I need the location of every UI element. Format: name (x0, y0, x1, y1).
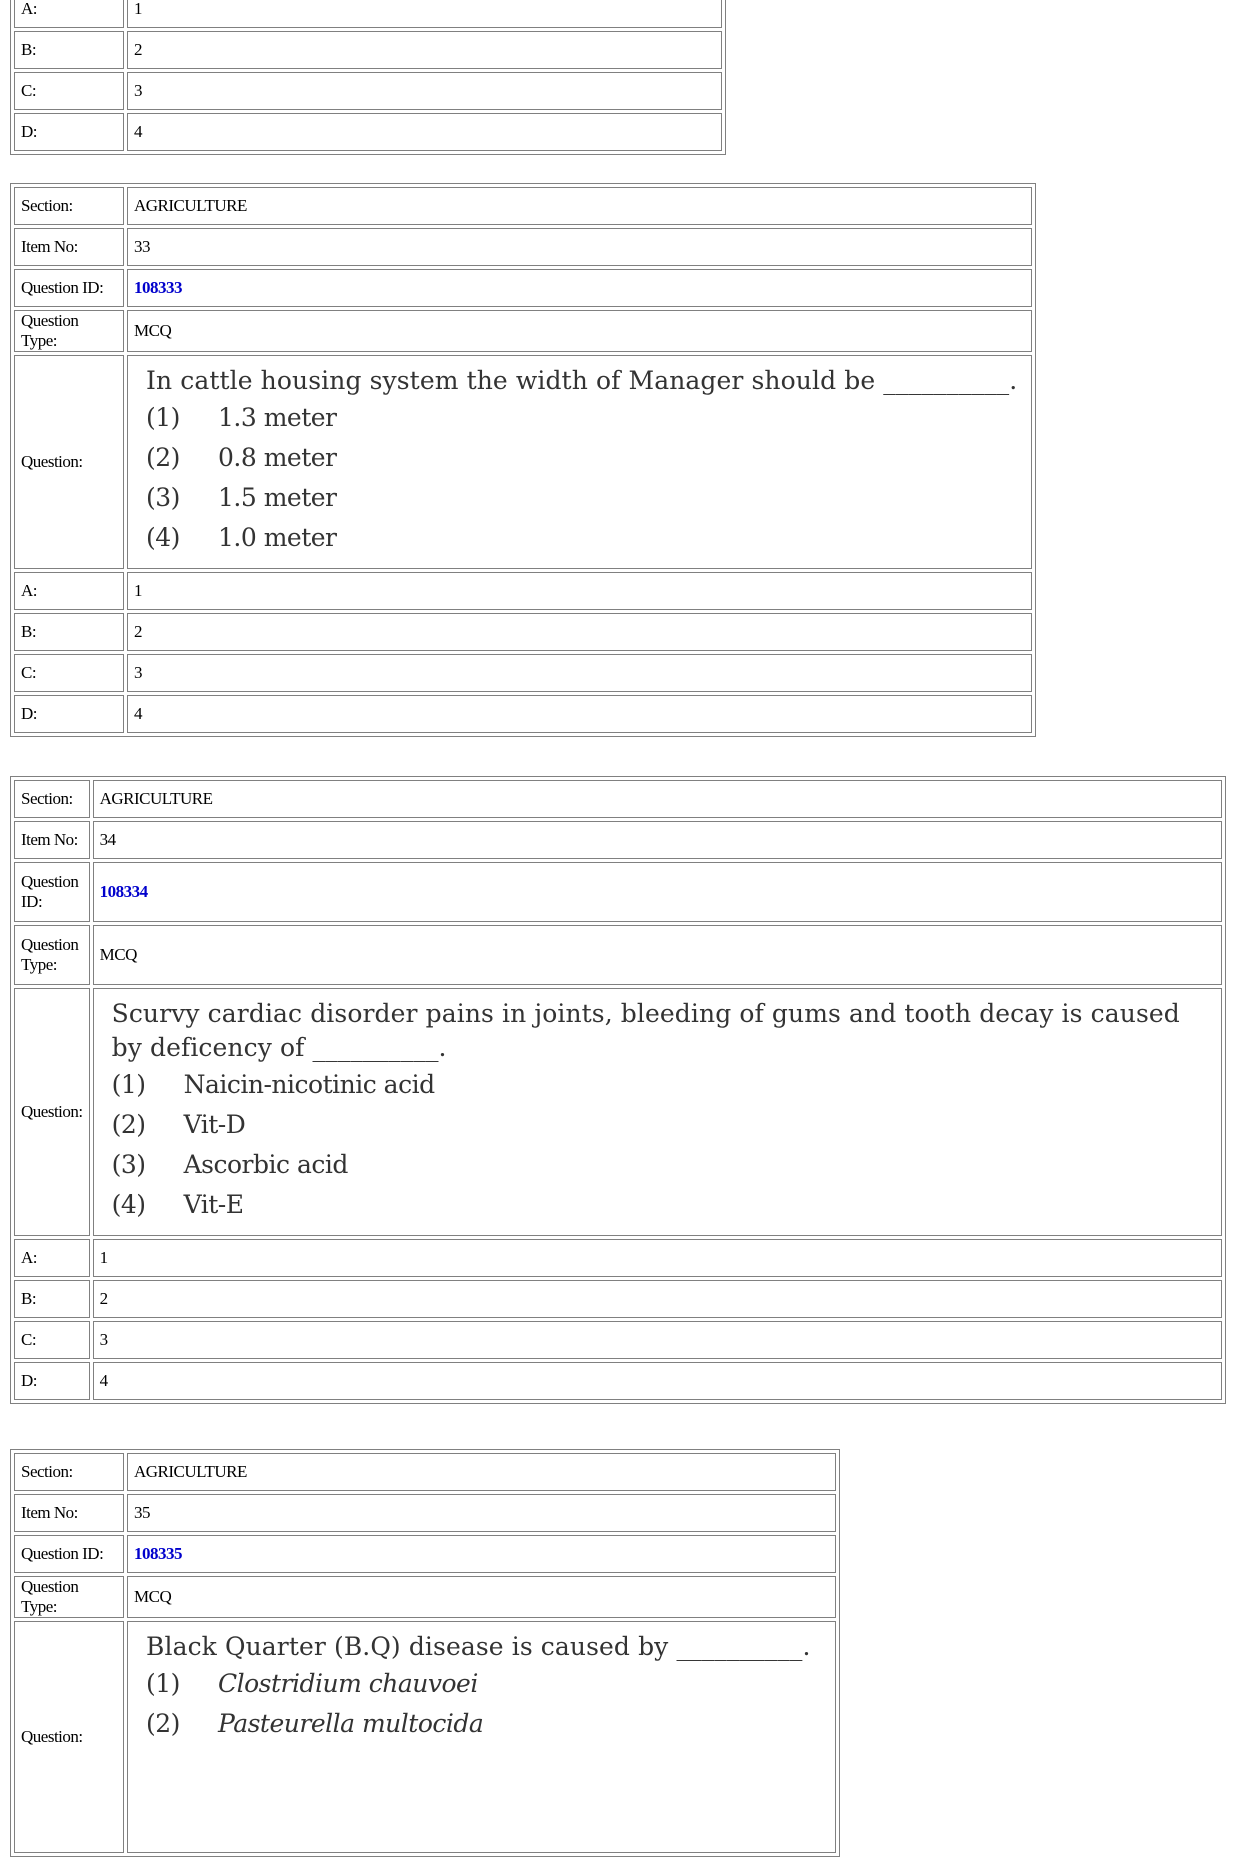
option-3 (146, 478, 1025, 518)
label-b: B: (14, 1280, 90, 1318)
option-text: Ascorbic acid (183, 1150, 348, 1179)
option-1 (146, 398, 1025, 438)
label-d: D: (14, 695, 124, 733)
question-table-partial (10, 0, 726, 155)
option-number: (3) (111, 1150, 146, 1179)
option-number: (1) (111, 1070, 146, 1099)
value-c: 3 (127, 72, 722, 110)
option-number: (1) (146, 403, 180, 432)
option-number: (4) (146, 523, 180, 552)
label-section: Section: (14, 1453, 124, 1491)
value-a: 1 (127, 0, 722, 28)
section-value: AGRICULTURE (127, 187, 1032, 225)
question-stem: Black Quarter (B.Q) disease is caused by __________. (146, 1632, 811, 1661)
label-question-id: Question ID: (14, 1535, 124, 1573)
row-d (14, 113, 722, 151)
option-number: (4) (111, 1190, 146, 1219)
row-c (14, 72, 722, 110)
item-no-value: 33 (127, 228, 1032, 266)
question-type-value: MCQ (127, 1576, 836, 1618)
option-3 (112, 1145, 1199, 1185)
label-item-no: Item No: (14, 821, 90, 859)
label-question-type: Question Type: (14, 310, 124, 352)
label-d: D: (14, 113, 124, 151)
value-d: 4 (127, 113, 722, 151)
label-question-type: Question Type: (14, 1576, 124, 1618)
option-text: Naicin-nicotinic acid (183, 1070, 435, 1099)
label-item-no: Item No: (14, 1494, 124, 1532)
question-id-link[interactable]: 108334 (93, 862, 1222, 922)
option-number: (2) (146, 443, 180, 472)
option-2 (112, 1105, 1199, 1145)
option-text: 1.5 meter (218, 483, 337, 512)
label-section: Section: (14, 780, 90, 818)
question-type-value: MCQ (93, 925, 1222, 985)
option-text: Clostridium chauvoei (218, 1669, 478, 1698)
label-c: C: (14, 654, 124, 692)
option-4 (112, 1185, 1199, 1225)
label-a: A: (14, 1239, 90, 1277)
label-c: C: (14, 1321, 90, 1359)
row-a (14, 0, 722, 28)
question-body (127, 1621, 836, 1853)
question-table-33 (10, 183, 1036, 737)
value-b: 2 (93, 1280, 1222, 1318)
value-a: 1 (127, 572, 1032, 610)
row-b (14, 31, 722, 69)
label-question-id: Question ID: (14, 862, 90, 922)
option-text: Vit-D (183, 1110, 246, 1139)
item-no-value: 34 (93, 821, 1222, 859)
option-text: Pasteurella multocida (218, 1709, 484, 1738)
question-table-34 (10, 776, 1226, 1404)
label-question: Question: (14, 355, 124, 569)
value-b: 2 (127, 31, 722, 69)
label-question-type: Question Type: (14, 925, 90, 985)
value-d: 4 (93, 1362, 1222, 1400)
label-c: C: (14, 72, 124, 110)
option-number: (1) (146, 1669, 180, 1698)
label-section: Section: (14, 187, 124, 225)
option-number: (3) (146, 483, 180, 512)
option-text: Vit-E (183, 1190, 244, 1219)
option-2 (146, 1704, 829, 1744)
label-question: Question: (14, 988, 90, 1236)
question-id-link[interactable]: 108335 (127, 1535, 836, 1573)
option-text: 0.8 meter (218, 443, 337, 472)
label-question: Question: (14, 1621, 124, 1853)
value-a: 1 (93, 1239, 1222, 1277)
option-4 (146, 518, 1025, 558)
option-text: 1.3 meter (218, 403, 337, 432)
question-type-value: MCQ (127, 310, 1032, 352)
question-stem: Scurvy cardiac disorder pains in joints, bleeding of gums and tooth decay is caused by deficency of __________. (111, 999, 1180, 1062)
value-c: 3 (93, 1321, 1222, 1359)
item-no-value: 35 (127, 1494, 836, 1532)
label-b: B: (14, 613, 124, 651)
label-item-no: Item No: (14, 228, 124, 266)
label-b: B: (14, 31, 124, 69)
question-id-link[interactable]: 108333 (127, 269, 1032, 307)
value-d: 4 (127, 695, 1032, 733)
option-number: (2) (111, 1110, 146, 1139)
label-d: D: (14, 1362, 90, 1400)
question-body (93, 988, 1222, 1236)
label-a: A: (14, 0, 124, 28)
label-a: A: (14, 572, 124, 610)
label-question-id: Question ID: (14, 269, 124, 307)
question-table-35 (10, 1449, 840, 1857)
option-1 (112, 1065, 1199, 1105)
option-2 (146, 438, 1025, 478)
question-stem: In cattle housing system the width of Manager should be __________. (146, 366, 1018, 395)
option-number: (2) (146, 1709, 180, 1738)
option-1 (146, 1664, 829, 1704)
section-value: AGRICULTURE (93, 780, 1222, 818)
value-b: 2 (127, 613, 1032, 651)
question-body (127, 355, 1032, 569)
option-text: 1.0 meter (218, 523, 337, 552)
section-value: AGRICULTURE (127, 1453, 836, 1491)
value-c: 3 (127, 654, 1032, 692)
